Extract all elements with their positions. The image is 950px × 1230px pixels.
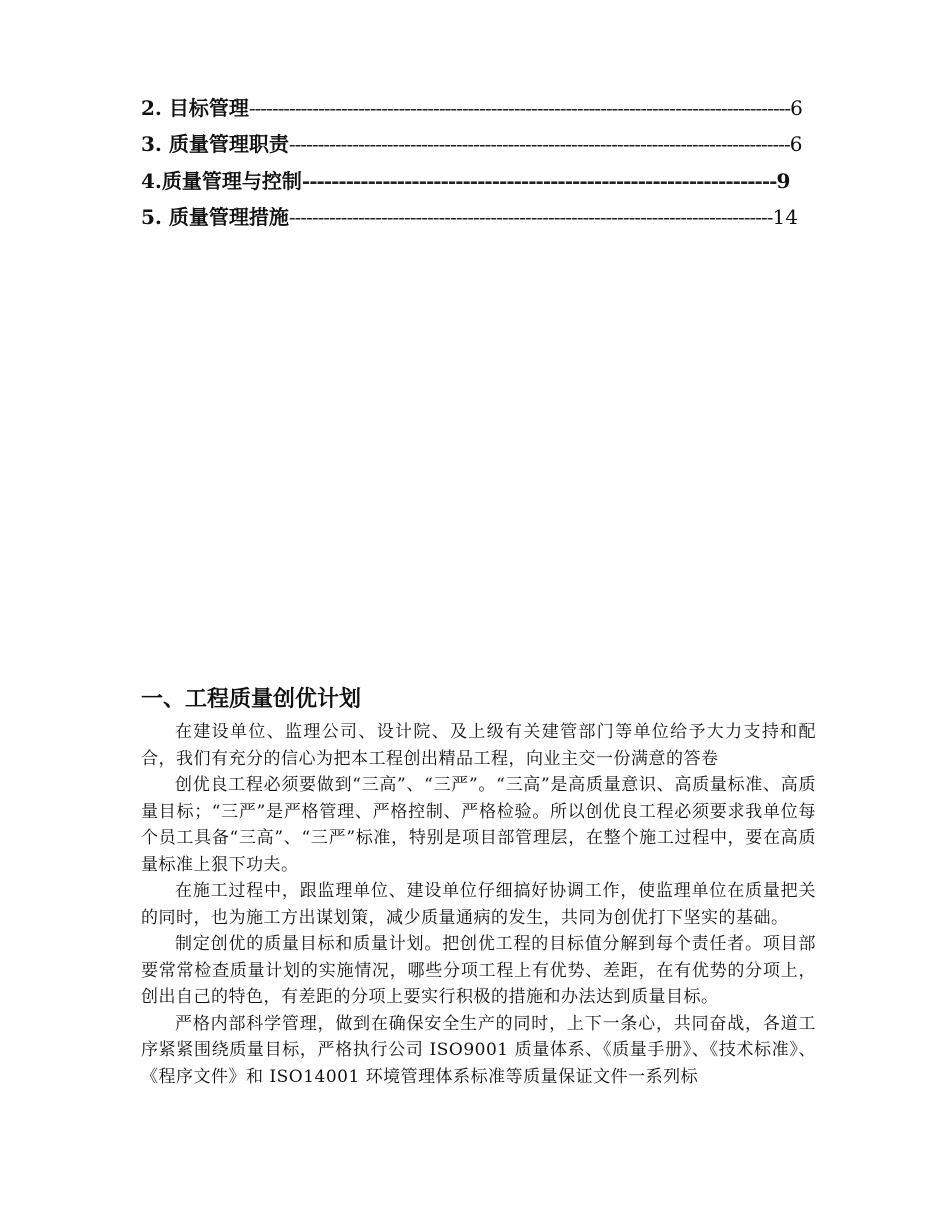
toc-entry-page: 6 [789,132,803,156]
toc-entry-title: 质量管理与控制 [161,169,302,193]
toc-entry-page: 14 [772,205,798,229]
toc-dot-leader: ---------------------------------------------------------------------------------------------- [248,96,791,120]
section-body [141,719,816,1090]
toc-entry-number: 3. [141,132,162,156]
body-paragraph: 在施工过程中，跟监理单位、建设单位仔细搞好协调工作，使监理单位在质量把关的同时，也为施工方出谋划策，减少质量通病的发生，共同为创优打下坚实的基础。 [141,881,816,928]
toc-entry-number: 5. [141,205,162,229]
toc-entry-page: 6 [790,96,803,120]
toc-entry-number: 4. [141,169,162,193]
toc-entry-number: 2. [141,96,162,120]
toc-entry-page: 9 [776,169,791,193]
toc-dot-leader: ----------------------------------------------------------------- [301,169,777,193]
toc-dot-leader: ------------------------------------------------------------------------------------ [288,205,773,229]
toc-dot-leader: --------------------------------------------------------------------------------------- [288,132,790,156]
body-paragraph: 创优良工程必须要做到“三高”、“三严”。“三高”是高质量意识、高质量标准、高质量目标；“三严”是严格管理、严格控制、严格检验。所以创优良工程必须要求我单位每个员工具备“三高”、“三严”标准，特别是项目部管理层，在整个施工过程中，要在高质量标准上狠下功夫。 [141,775,816,875]
toc-entry-title: 目标管理 [168,96,249,120]
toc-entry[interactable] [141,205,803,229]
body-paragraph: 制定创优的质量目标和质量计划。把创优工程的目标值分解到每个责任者。项目部要常常检查质量计划的实施情况，哪些分项工程上有优势、差距，在有优势的分项上，创出自己的特色，有差距的分项上要实行积极的措施和办法达到质量目标。 [141,934,816,1007]
toc-entry[interactable] [141,96,803,120]
toc-entry[interactable] [141,132,803,156]
body-paragraph: 严格内部科学管理，做到在确保安全生产的同时，上下一条心，共同奋战，各道工序紧紧围绕质量目标，严格执行公司 ISO9001 质量体系、《质量手册》、《技术标准》、《程序文件》和 ISO14001 环境管理体系标准等质量保证文件一系列标 [141,1013,816,1087]
body-paragraph: 在建设单位、监理公司、设计院、及上级有关建管部门等单位给予大力支持和配合，我们有充分的信心为把本工程创出精品工程，向业主交一份满意的答卷 [141,722,816,769]
toc-entry-title: 质量管理措施 [168,205,289,229]
section-heading: 一、工程质量创优计划 [141,686,362,712]
toc-entry-title: 质量管理职责 [168,132,289,156]
toc-entry[interactable] [141,169,793,193]
